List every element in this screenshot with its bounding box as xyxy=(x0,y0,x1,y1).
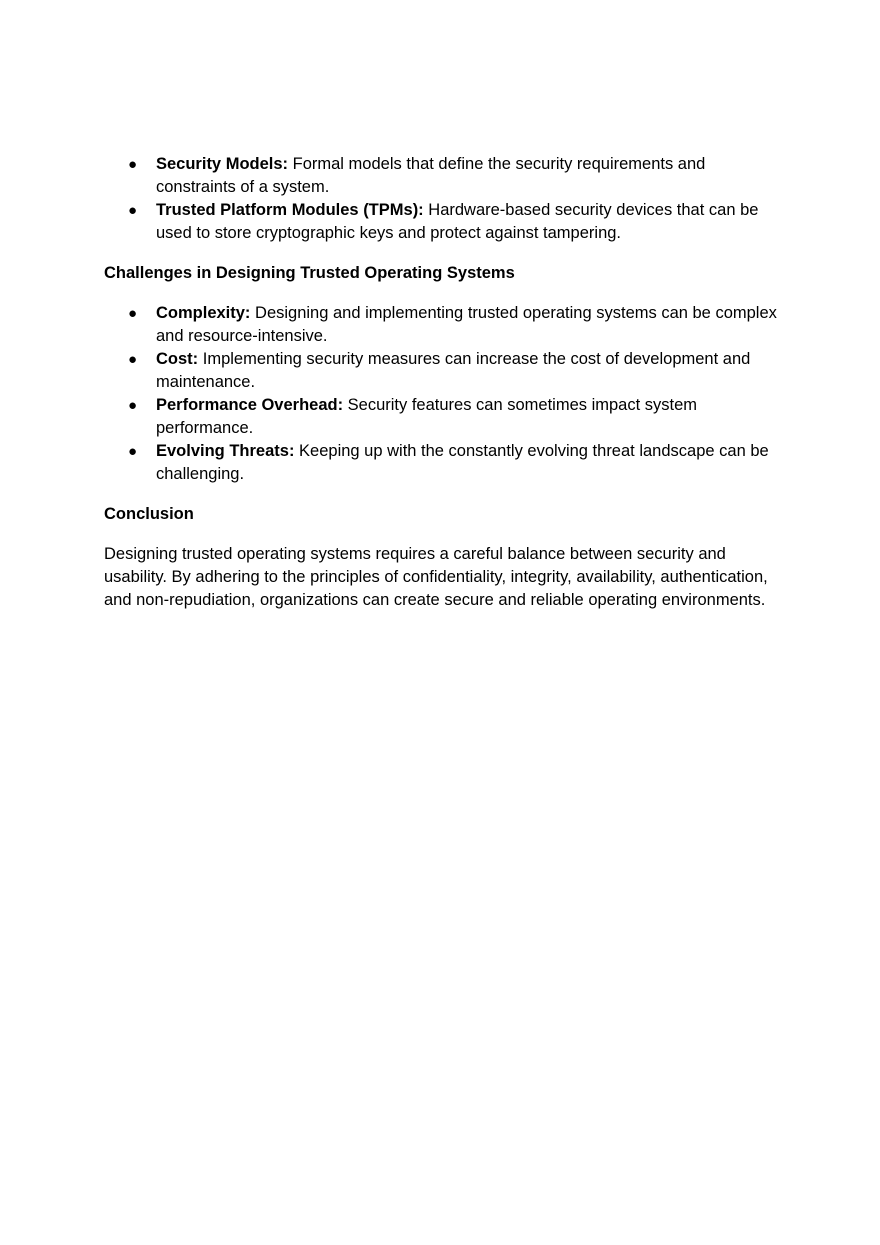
list-item-term: Evolving Threats: xyxy=(156,442,295,460)
list-item-term: Complexity: xyxy=(156,304,251,322)
bullet-icon: ● xyxy=(128,305,138,322)
list-item-term: Performance Overhead: xyxy=(156,396,344,414)
list-item xyxy=(128,199,784,245)
list-item-text: Formal models that define the security requirements and constraints of a system. xyxy=(156,155,706,196)
bullet-icon: ● xyxy=(128,443,138,460)
conclusion-paragraph: Designing trusted operating systems requires a careful balance between security and usability. By adhering to the principles of confidentiality, integrity, availability, authentication, and non-repudiation, organizations can create secure and reliable operating environments. xyxy=(104,545,768,609)
list-item-text: Implementing security measures can increase the cost of development and maintenance. xyxy=(156,350,751,391)
list-item xyxy=(128,153,784,199)
bullet-list-models xyxy=(104,153,784,245)
bullet-icon: ● xyxy=(128,351,138,368)
list-item xyxy=(128,440,784,486)
list-item-text: Hardware-based security devices that can be used to store cryptographic keys and protect against tampering. xyxy=(156,201,759,242)
list-item-text: Security features can sometimes impact system performance. xyxy=(156,396,698,437)
list-item-term: Security Models: xyxy=(156,155,289,173)
bullet-icon: ● xyxy=(128,397,138,414)
challenges-heading: Challenges in Designing Trusted Operating Systems xyxy=(104,264,515,282)
list-item xyxy=(128,302,784,348)
bullet-icon: ● xyxy=(128,202,138,219)
bullet-icon: ● xyxy=(128,156,138,173)
list-item-text: Keeping up with the constantly evolving threat landscape can be challenging. xyxy=(156,442,769,483)
list-item-text: Designing and implementing trusted operating systems can be complex and resource-intensive. xyxy=(156,304,777,345)
conclusion-heading: Conclusion xyxy=(104,505,194,523)
list-item xyxy=(128,348,784,394)
list-item xyxy=(128,394,784,440)
bullet-list-challenges xyxy=(104,302,784,486)
list-item-term: Trusted Platform Modules (TPMs): xyxy=(156,201,424,219)
list-item-term: Cost: xyxy=(156,350,199,368)
document-page xyxy=(104,153,784,612)
